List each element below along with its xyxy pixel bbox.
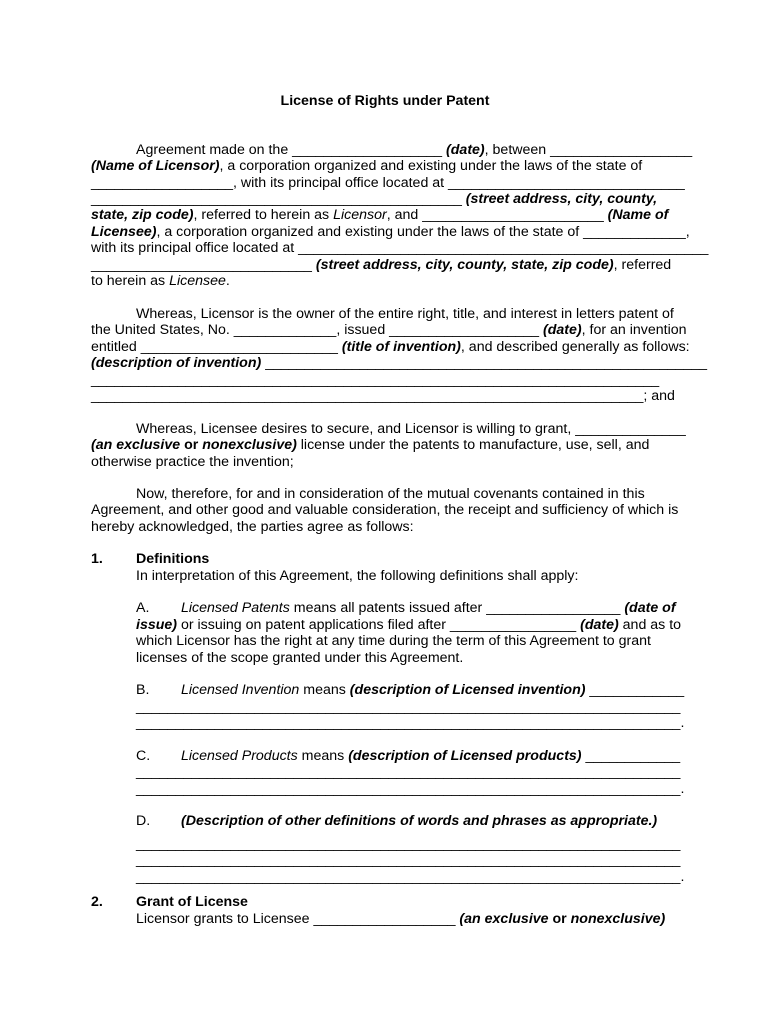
text-line — [181, 813, 657, 830]
text-line — [136, 600, 149, 617]
text-line — [136, 869, 684, 886]
text-segment: _______________________________________________ — [91, 191, 466, 207]
text-line — [136, 568, 578, 585]
text-line — [91, 454, 294, 471]
text-segment: Now, therefore, for and in consideration of the mutual covenants contained in this — [136, 486, 645, 502]
text-segment: (street address, city, county, — [465, 191, 658, 207]
text-line — [91, 437, 649, 454]
text-segment: license under the patents to manufacture, use, sell, and — [296, 437, 650, 453]
text-line — [91, 240, 708, 257]
text-line — [91, 339, 690, 356]
text-segment: (description of Licensed invention) — [349, 682, 586, 698]
text-segment: (date) — [580, 617, 619, 633]
text-segment: , a corporation organized and existing under the laws of the state of _____________, — [156, 224, 690, 240]
text-line — [91, 207, 668, 224]
text-segment: (Name of Licensor) — [91, 158, 220, 174]
text-line — [136, 911, 665, 928]
text-segment: _____________________________________________________________________ — [136, 764, 681, 780]
text-segment: Licensor — [333, 207, 387, 223]
text-segment: D. — [136, 813, 151, 829]
text-segment: ____________ — [581, 748, 681, 764]
text-segment: B. — [136, 682, 150, 698]
text-segment: means — [297, 748, 349, 764]
text-segment: entitled _________________________ — [91, 339, 342, 355]
text-segment: the United States, No. _____________, issued ___________________ — [91, 322, 544, 338]
text-segment: Agreement, and other good and valuable consideration, the receipt and sufficiency of which is — [91, 502, 679, 518]
text-line — [136, 852, 680, 869]
text-segment: _____________________________________________________________________ — [136, 852, 681, 868]
text-segment: issue) — [136, 617, 178, 633]
text-segment: _____________________________________________________________________. — [136, 869, 685, 885]
text-segment: (Description of other definitions of words and phrases as appropriate.) — [181, 813, 658, 829]
text-segment: (title of invention) — [341, 339, 461, 355]
text-line — [181, 748, 680, 765]
text-segment: Licensed Products — [181, 748, 298, 764]
text-segment: C. — [136, 748, 151, 764]
text-segment: licenses of the scope granted under this Agreement. — [136, 650, 464, 666]
text-line — [136, 781, 684, 798]
text-segment: nonexclusive) — [202, 437, 297, 453]
text-line — [91, 388, 675, 405]
text-segment: otherwise practice the invention; — [91, 454, 294, 470]
text-segment: ________________________________________________________________________ — [91, 372, 660, 388]
text-segment: (description of invention) — [91, 355, 262, 371]
text-segment: , and described generally as follows: — [460, 339, 690, 355]
text-segment: Licensee — [169, 273, 226, 289]
text-line — [91, 224, 690, 241]
text-line — [91, 191, 657, 208]
text-line — [136, 421, 686, 438]
text-segment: A. — [136, 600, 150, 616]
text-line — [136, 764, 680, 781]
text-segment: _____________________________________________________________________ — [136, 836, 681, 852]
text-segment: Licensed Patents — [181, 600, 290, 616]
text-segment: or — [180, 437, 203, 453]
text-segment: which Licensor has the right at any time during the term of this Agreement to grant — [136, 633, 651, 649]
text-segment: , and _______________________ — [386, 207, 608, 223]
text-segment: or issuing on patent applications filed after ________________ — [177, 617, 581, 633]
text-segment: means — [299, 682, 350, 698]
text-segment: ______________________________________________________________________; and — [91, 388, 675, 404]
text-segment: nonexclusive) — [570, 911, 666, 927]
text-line — [136, 894, 248, 911]
text-segment: _____________________________________________________________________. — [136, 781, 685, 797]
text-segment: means all patents issued after _________________ — [289, 600, 625, 616]
text-line — [91, 372, 659, 389]
text-line — [91, 502, 678, 519]
text-segment: (date of — [624, 600, 676, 616]
text-line — [136, 699, 680, 716]
text-segment: Whereas, Licensee desires to secure, and Licensor is willing to grant, ______________ — [136, 421, 686, 437]
text-segment: (description of Licensed products) — [348, 748, 582, 764]
text-segment: Licensor grants to Licensee __________________ — [136, 911, 460, 927]
text-line — [91, 551, 103, 568]
text-segment: In interpretation of this Agreement, the following definitions shall apply: — [136, 568, 579, 584]
text-segment: or — [548, 911, 571, 927]
text-line — [136, 142, 692, 159]
text-segment: and as to — [618, 617, 682, 633]
text-line — [136, 715, 684, 732]
text-line — [136, 650, 463, 667]
text-line — [91, 355, 707, 372]
text-segment: (street address, city, county, state, zip code) — [315, 257, 614, 273]
text-line — [136, 748, 150, 765]
text-segment: , referred — [613, 257, 672, 273]
text-segment: (date) — [543, 322, 582, 338]
text-segment: Licensed Invention — [181, 682, 300, 698]
text-segment: Agreement made on the ___________________ — [136, 142, 447, 158]
document-title — [0, 93, 770, 110]
text-segment: 2. — [91, 894, 103, 910]
text-line — [91, 273, 230, 290]
text-segment: , a corporation organized and existing under the laws of the state of — [219, 158, 643, 174]
text-segment: Grant of License — [136, 894, 248, 910]
text-segment: _____________________________________________________________________ — [136, 699, 681, 715]
text-segment: . — [225, 273, 230, 289]
text-segment: , referred to herein as — [193, 207, 334, 223]
text-segment: hereby acknowledged, the parties agree as follows: — [91, 519, 414, 535]
text-line — [91, 322, 687, 339]
text-segment: ________________________________________________________ — [261, 355, 708, 371]
text-segment: state, zip code) — [91, 207, 194, 223]
text-line — [136, 682, 149, 699]
text-segment: Whereas, Licensor is the owner of the entire right, title, and interest in letters patent of — [136, 306, 674, 322]
text-segment: __________________, with its principal office located at ______________________________ — [91, 175, 685, 191]
text-segment: with its principal office located at ____________________________________________________ — [91, 240, 709, 256]
text-segment: ____________ — [585, 682, 685, 698]
text-line — [136, 551, 209, 568]
text-segment: Licensee) — [91, 224, 157, 240]
text-segment: ____________________________ — [91, 257, 316, 273]
text-segment: to herein as — [91, 273, 170, 289]
text-line — [91, 175, 685, 192]
text-segment: Definitions — [136, 551, 210, 567]
text-segment: , between __________________ — [484, 142, 693, 158]
text-line — [136, 633, 651, 650]
text-line — [136, 836, 680, 853]
text-line — [136, 813, 150, 830]
text-line — [136, 486, 645, 503]
text-line — [136, 306, 674, 323]
text-line — [91, 519, 414, 536]
text-line — [181, 682, 684, 699]
text-line — [181, 600, 676, 617]
text-line — [136, 617, 681, 634]
text-line — [91, 158, 642, 175]
text-segment: (an exclusive — [91, 437, 181, 453]
text-segment: (date) — [446, 142, 485, 158]
text-line — [91, 257, 671, 274]
text-segment: License of Rights under Patent — [280, 93, 490, 109]
text-segment: (an exclusive — [459, 911, 549, 927]
text-segment: , for an invention — [581, 322, 687, 338]
text-segment: _____________________________________________________________________. — [136, 715, 685, 731]
text-segment: 1. — [91, 551, 103, 567]
text-segment: (Name of — [607, 207, 669, 223]
text-line — [91, 894, 103, 911]
